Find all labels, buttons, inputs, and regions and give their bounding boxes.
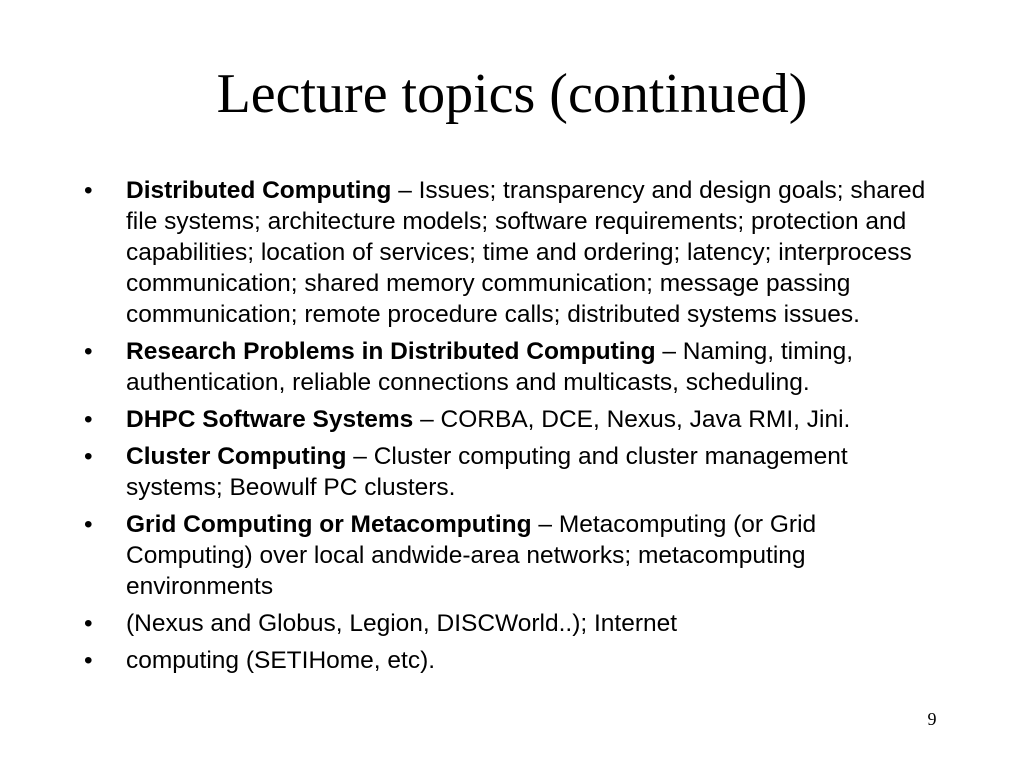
bullet-term: Grid Computing or Metacomputing bbox=[126, 511, 532, 538]
slide-title: Lecture topics (continued) bbox=[216, 63, 808, 125]
bullet-term: DHPC Software Systems bbox=[126, 406, 414, 433]
bullet-icon: • bbox=[84, 443, 93, 470]
bullet-term: Distributed Computing bbox=[126, 177, 392, 204]
bullet-item-grid-computing bbox=[84, 509, 940, 602]
bullet-description: (Nexus and Globus, Legion, DISCWorld..); Internet bbox=[126, 610, 678, 637]
bullet-icon: • bbox=[84, 177, 93, 204]
page-number: 9 bbox=[927, 709, 937, 729]
bullet-item-research-problems bbox=[84, 336, 940, 398]
bullet-icon: • bbox=[84, 511, 93, 538]
bullet-term: Research Problems in Distributed Computing bbox=[126, 338, 656, 365]
bullet-icon: • bbox=[84, 647, 93, 674]
bullet-description: computing (SETIHome, etc). bbox=[126, 647, 436, 674]
bullet-item-nexus-globus bbox=[84, 608, 940, 639]
bullet-icon: • bbox=[84, 610, 93, 637]
bullet-term: Cluster Computing bbox=[126, 443, 347, 470]
bullet-item-cluster-computing bbox=[84, 441, 940, 503]
bullet-item-internet-computing bbox=[84, 645, 940, 676]
bullet-description: – Cluster computing and cluster management systems; Beowulf PC clusters. bbox=[126, 443, 848, 501]
bullet-icon: • bbox=[84, 406, 93, 433]
bullet-item-dhpc-software-systems bbox=[84, 404, 940, 435]
bullet-description: – Metacomputing (or Grid Computing) over local andwide-area networks; metacomputing environments bbox=[126, 511, 817, 600]
bullet-description: – Issues; transparency and design goals; shared file systems; architecture models; software requirements; protection and capabilities; location of services; time and ordering; latency; interprocess communication; shared memory communication; message passing communication; remote procedure calls; distributed systems issues. bbox=[126, 177, 926, 328]
bullet-list bbox=[84, 175, 940, 682]
bullet-item-distributed-computing bbox=[84, 175, 940, 330]
bullet-description: – Naming, timing, authentication, reliable connections and multicasts, scheduling. bbox=[126, 338, 853, 396]
bullet-description: – CORBA, DCE, Nexus, Java RMI, Jini. bbox=[413, 406, 851, 433]
bullet-icon: • bbox=[84, 338, 93, 365]
